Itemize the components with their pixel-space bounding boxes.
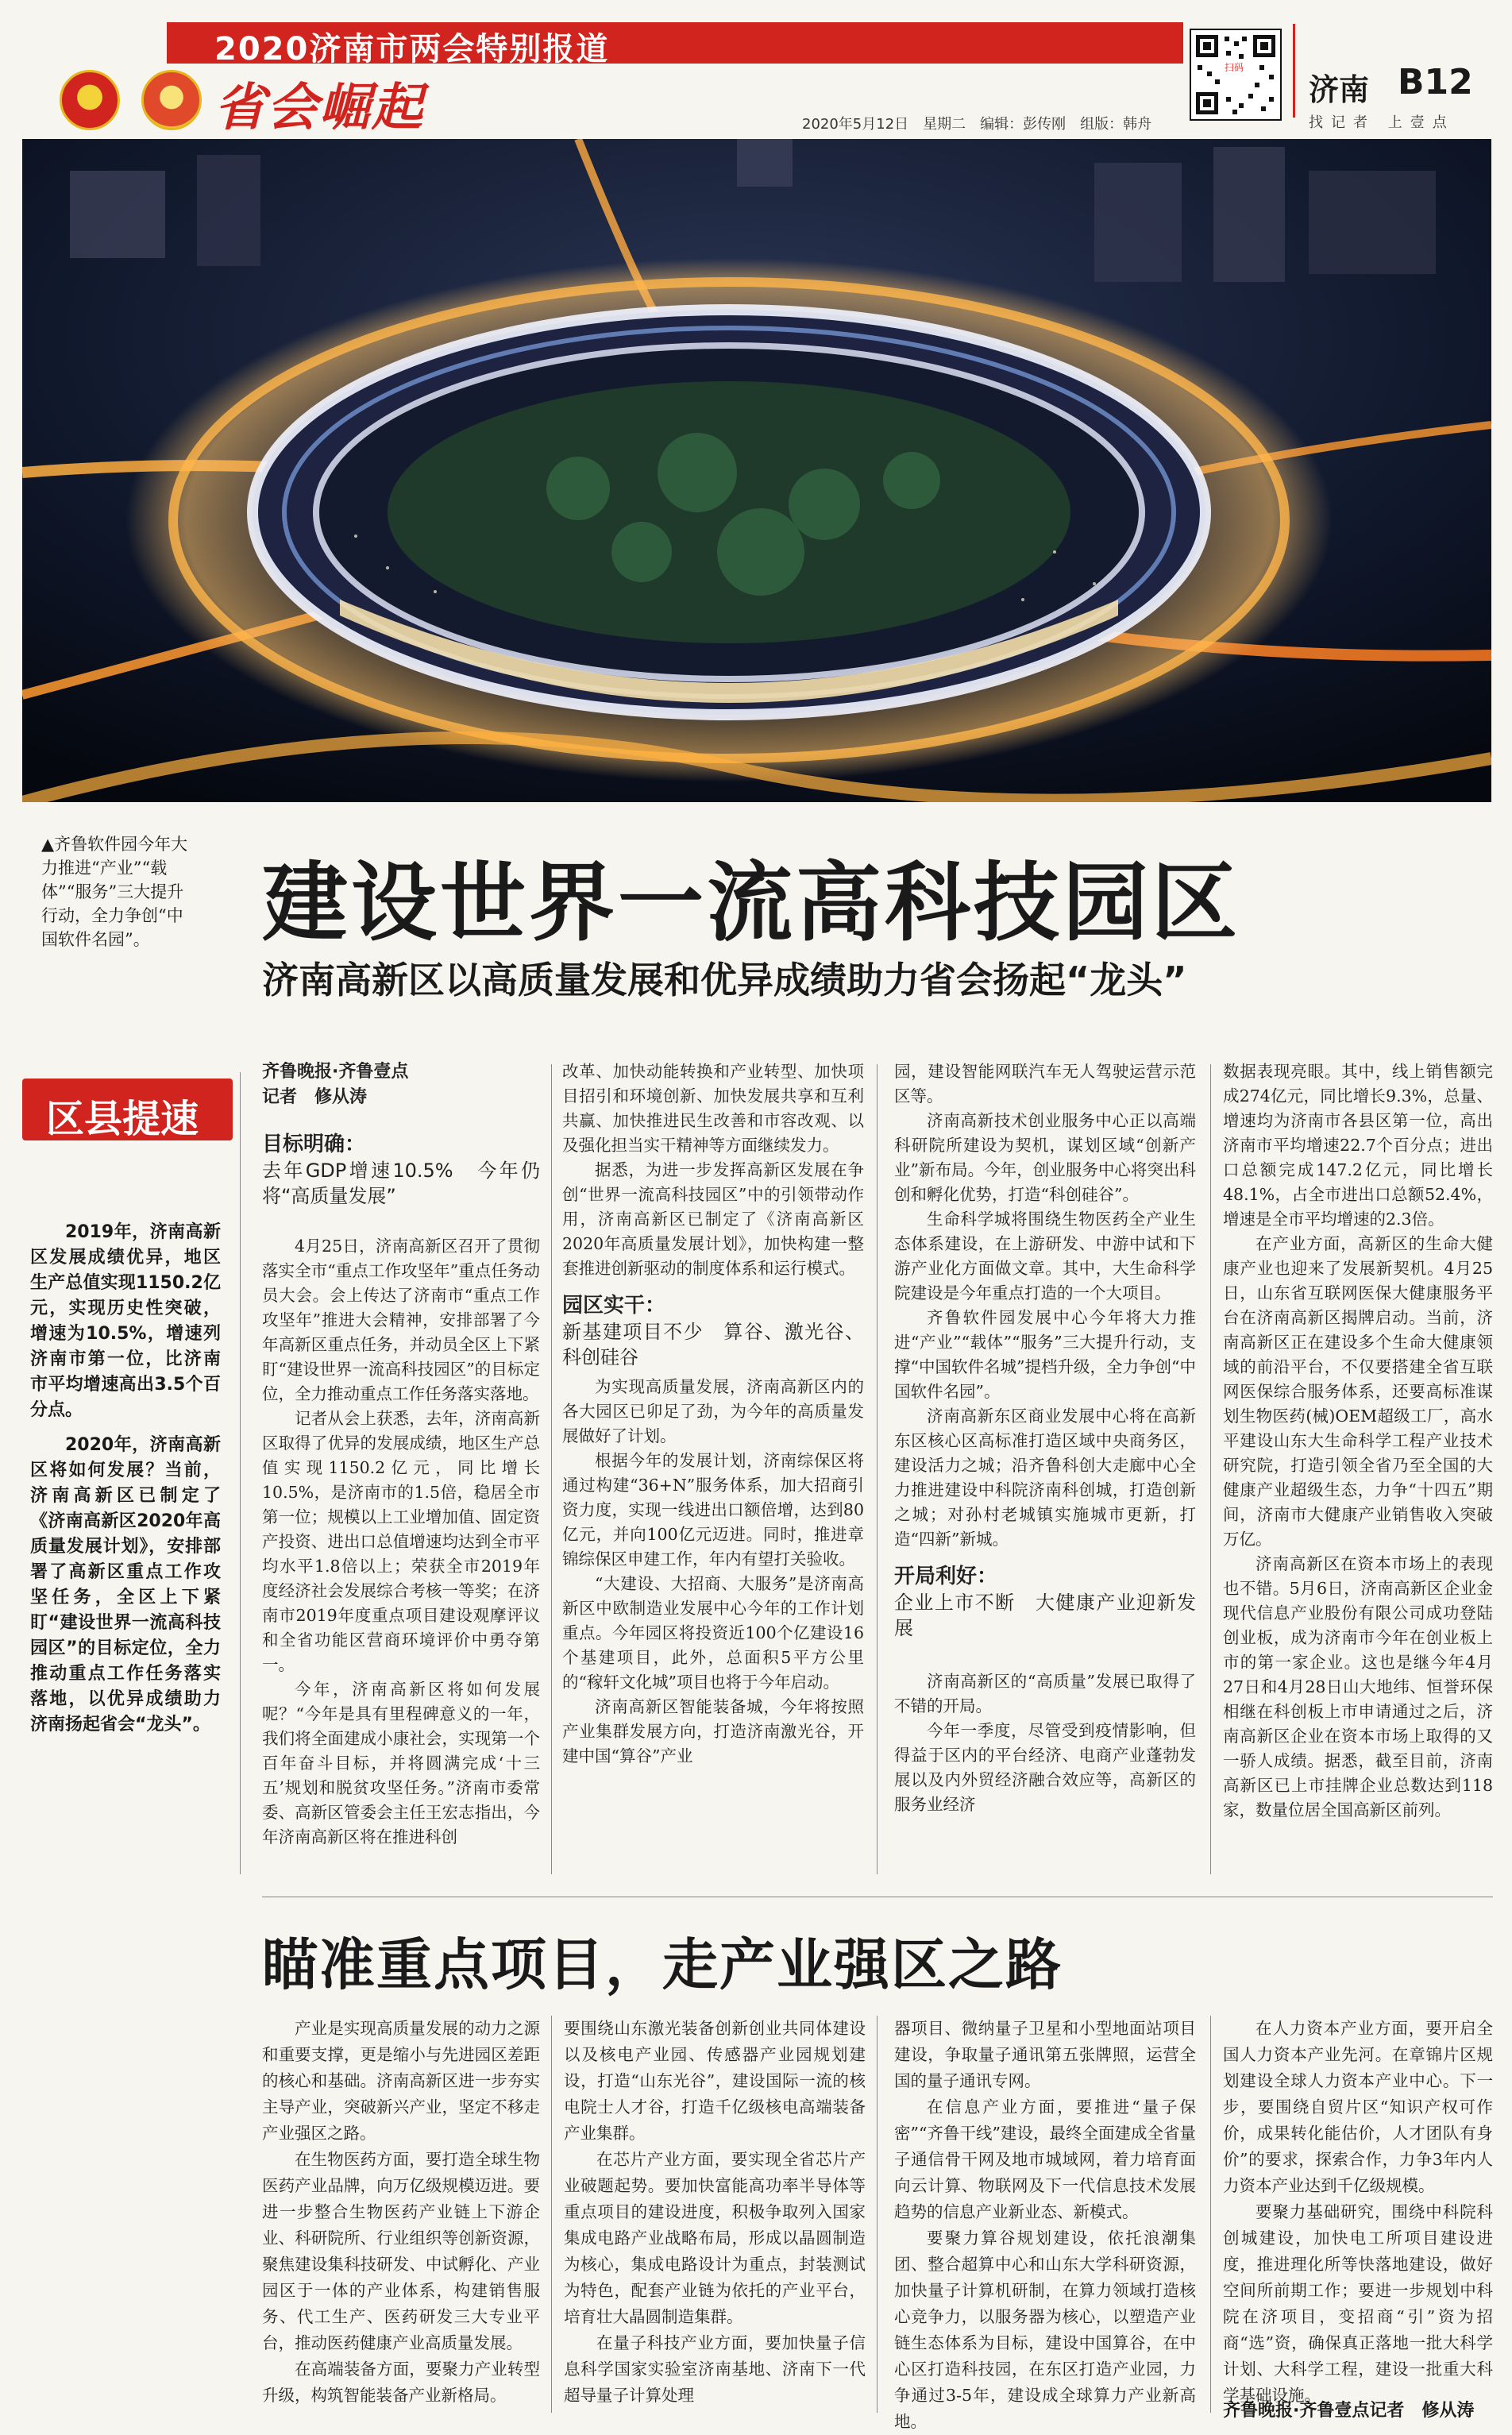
byline-source: 齐鲁晚报·齐鲁壹点 (262, 1062, 409, 1082)
body-paragraph: “大建设、大招商、大服务”是济南高新区中欧制造业发展中心今年的工作计划重点。今年园区将投资近100个亿建设16个基建项目，此外，总面积5平方公里的“稼轩文化城”项目也将于今年启动。 (562, 1574, 864, 1692)
summary-paragraph: 2020年，济南高新区将如何发展？当前，济南高新区已制定了《济南高新区2020年高质量发展计划》，安排部署了高新区重点工作攻坚任务，全区上下紧盯“建设世界一流高科技园区”的目标定位，全力推动重点工作任务落实落地，以优异成绩助力济南扬起省会“龙头”。 (30, 1435, 221, 1735)
night-aerial-photo (22, 139, 1491, 802)
section-kicker: 园区实干： (562, 1294, 666, 1318)
cppcc-emblem-icon (141, 70, 202, 130)
article-column-4 (1223, 1059, 1493, 1823)
column-divider (1210, 1064, 1211, 1874)
body-paragraph: 济南高新区在资本市场上的表现也不错。5月6日，济南高新区企业金现代信息产业股份有限公司成功登陆创业板，成为济南市今年在创业板上市的第一家企业。这也是继今年4月27日和4月28日山大地纬、恒誉环保相继在科创板上市申请通过之后，济南高新区企业在资本市场上取得的又一骄人成绩。据悉，截至目前，济南高新区已上市挂牌企业总数达到118家，数量位居全国高新区前列。 (1223, 1554, 1493, 1819)
body-paragraph: 今年，济南高新区将如何发展呢？“今年是具有里程碑意义的一年，我们将全面建成小康社会，实现第一个百年奋斗目标，并将圆满完成‘十三五’规划和脱贫攻坚任务。”济南市委常委、高新区管委会主任王宏志指出，今年济南高新区将在推进科创 (262, 1680, 540, 1847)
body-paragraph: 在芯片产业方面，要实现全省芯片产业破题起势。要加快富能高功率半导体等重点项目的建设进度，积极争取列入国家集成电路产业战略布局，形成以晶圆制造为核心，集成电路设计为重点，封装测试为特色，配套产业链为依托的产业平台，培育壮大晶圆制造集群。 (564, 2150, 866, 2326)
body-paragraph: 要围绕山东激光装备创新创业共同体建设以及核电产业园、传感器产业园规划建设，打造“山东光谷”，建设国际一流的核电院士人才谷，打造千亿级核电高端装备产业集群。 (564, 2019, 866, 2143)
column-divider (877, 2016, 878, 2413)
page-number: B12 (1398, 62, 1473, 102)
section-tag: 区县提速 (46, 1097, 199, 1141)
body-paragraph: 在高端装备方面，要聚力产业转型升级，构筑智能装备产业新格局。 (262, 2360, 540, 2405)
article2-column-2 (564, 2016, 866, 2409)
body-paragraph: 园，建设智能网联汽车无人驾驶运营示范区等。 (894, 1062, 1196, 1106)
column-divider (240, 1072, 241, 1874)
section-heading (562, 1292, 864, 1370)
body-paragraph: 据悉，为进一步发挥高新区发展在争创“世界一流高科技园区”中的引领带动作用，济南高新区已制定了《济南高新区2020年高质量发展计划》，加快构建一整套推进创新驱动的制度体系和运行模式。 (562, 1160, 864, 1278)
body-paragraph: 在人力资本产业方面，要开启全国人力资本产业先河。在章锦片区规划建设全球人力资本产业中心。下一步，要围绕自贸片区“知识产权可作价，成果转化能估价，人才团队有身价”的要求，探索合作，力争3年内人力资本产业达到千亿级规模。 (1223, 2019, 1493, 2195)
body-paragraph: 济南高新技术创业服务中心正以高端科研院所建设为契机，谋划区域“创新产业”新布局。今年，创业服务中心将突出科创和孵化优势，打造“科创硅谷”。 (894, 1111, 1196, 1204)
main-headline: 建设世界一流高科技园区 (262, 854, 1241, 953)
article-column-1 (262, 1059, 540, 1850)
section-kicker: 目标明确： (262, 1133, 366, 1156)
body-paragraph: 记者从会上获悉，去年，济南高新区取得了优异的发展成绩，地区生产总值实现1150.2亿元，同比增长10.5%，是济南市的1.5倍，稳居全市第一位；规模以上工业增加值、固定资产投资、进出口总值增速均达到全市平均水平1.8倍以上；荣获全市2019年度经济社会发展综合考核一等奖；在济南市2019年度重点项目建设观摩评议和全省功能区营商环境评价中勇夺第一。 (262, 1409, 540, 1674)
dateline: 2020年5月12日 星期二 编辑：彭传刚 组版：韩舟 (802, 116, 1152, 133)
byline-reporter: 记者 修从涛 (262, 1087, 368, 1107)
article2-column-4 (1223, 2016, 1493, 2409)
body-paragraph: 在产业方面，高新区的生命大健康产业也迎来了发展新契机。4月25日，山东省互联网医保大健康服务平台在济南高新区揭牌启动。当前，济南高新区正在建设多个生命大健康领域的前沿平台，不仅要搭建全省互联网医保综合服务体系，还要高标准谋划生物医药(械)OEM超级工厂，高水平建设山东大生命科学工程产业技术研究院，打造引领全省乃至全国的大健康产业超级生态，力争“十四五”期间，济南市大健康产业销售收入突破万亿。 (1223, 1234, 1493, 1549)
column-divider (1210, 2016, 1211, 2413)
body-paragraph: 济南高新区的“高质量”发展已取得了不错的开局。 (894, 1672, 1196, 1715)
section-title: 省会崛起 (214, 79, 424, 137)
body-paragraph: 在量子科技产业方面，要加快量子信息科学国家实验室济南基地、济南下一代超导量子计算处理 (564, 2333, 866, 2405)
masthead-slogan: 找记者 上壹点 (1309, 114, 1455, 131)
body-paragraph: 数据表现亮眼。其中，线上销售额完成274亿元，同比增长9.3%，总量、增速均为济南市各县区第一位，高出济南市平均增速22.7个百分点；进出口总额完成147.2亿元，同比增长48.1%，占全市进出口总额52.4%，增速是全市平均增速的2.3倍。 (1223, 1062, 1493, 1229)
qr-code-icon[interactable] (1190, 29, 1282, 121)
body-paragraph: 产业是实现高质量发展的动力之源和重要支撑，更是缩小与先进园区差距的核心和基础。济南高新区进一步夯实主导产业，突破新兴产业，坚定不移走产业强区之路。 (262, 2019, 540, 2143)
qr-label: 扫码 (1217, 60, 1252, 74)
city-label: 济南 (1309, 72, 1370, 107)
body-paragraph: 济南高新东区商业发展中心将在高新东区核心区高标准打造区域中央商务区，建设活力之城；沿齐鲁科创大走廊中心全力推进建设中科院济南科创城，打造创新之城；对孙村老城镇实施城市更新，打造“四新”新城。 (894, 1407, 1196, 1549)
body-paragraph: 根据今年的发展计划，济南综保区将通过构建“36+N”服务体系，加大招商引资力度，实现一线进出口额倍增，达到80亿元，并向100亿元迈进。同时，推进章锦综保区申建工作，年内有望打关验收。 (562, 1451, 864, 1569)
article-column-2 (562, 1059, 864, 1769)
sub-headline: 济南高新区以高质量发展和优异成绩助力省会扬起“龙头” (262, 959, 1187, 1001)
second-headline: 瞄准重点项目，走产业强区之路 (262, 1932, 1063, 1997)
footer-byline: 齐鲁晚报·齐鲁壹点记者 修从涛 (1223, 2401, 1475, 2421)
body-paragraph: 今年一季度，尽管受到疫情影响，但得益于区内的平台经济、电商产业蓬勃发展以及内外贸经济融合效应等，高新区的服务业经济 (894, 1721, 1196, 1814)
section-title: 去年GDP增速10.5% 今年仍将“高质量发展” (262, 1160, 540, 1207)
body-paragraph: 济南高新区智能装备城，今年将按照产业集群发展方向，打造济南激光谷，开建中国“算谷”产业 (562, 1697, 864, 1765)
body-paragraph: 在信息产业方面，要推进“量子保密”“齐鲁干线”建设，最终全面建成全省量子通信骨干网及地市城域网，着力培育面向云计算、物联网及下一代信息技术发展趋势的信息产业新业态、新模式。 (894, 2097, 1196, 2221)
section-kicker: 开局利好： (894, 1565, 998, 1588)
summary-paragraph: 2019年，济南高新区发展成绩优异，地区生产总值实现1150.2亿元，实现历史性突破，增速为10.5%，增速列济南市第一位，比济南市平均增速高出3.5个百分点。 (30, 1222, 221, 1420)
column-divider (551, 1064, 552, 1874)
summary-column (30, 1220, 221, 1747)
section-title: 新基建项目不少 算谷、激光谷、科创硅谷 (562, 1321, 864, 1368)
body-paragraph: 改革、加快动能转换和产业转型、加快项目招引和环境创新、加快发展共享和互利共赢、加快推进民生改善和市容改观、以及强化担当实干精神等方面继续发力。 (562, 1062, 864, 1155)
column-divider (877, 1064, 878, 1874)
body-paragraph: 要聚力基础研究，围绕中科院科创城建设，加快电工所项目建设进度，推进理化所等快落地建设，做好空间所前期工作；要进一步规划中科院在济项目，变招商“引”资为招商“选”资，确保真正落地一批大科学计划、大科学工程，建设一批重大科学基础设施。 (1223, 2202, 1493, 2405)
special-report-title: 2020济南市两会特别报道 (214, 31, 610, 68)
body-paragraph: 齐鲁软件园发展中心今年将大力推进“产业”“载体”“服务”三大提升行动，支撑“中国软件名城”提档升级，全力争创“中国软件名园”。 (894, 1308, 1196, 1401)
article2-column-1 (262, 2016, 540, 2409)
body-paragraph: 要聚力算谷规划建设，依托浪潮集团、整合超算中心和山东大学科研资源，加快量子计算机研制，在算力领域打造核心竞争力，以服务器为核心，以塑造产业链生态体系为目标，建设中国算谷，在中心区打造科技园，在东区打造产业园，力争通过3-5年，建设成全球算力产业新高地。 (894, 2229, 1196, 2431)
article2-column-3 (894, 2016, 1196, 2435)
photo-caption: ▲齐鲁软件园今年大力推进“产业”“载体”“服务”三大提升行动，全力争创“中国软件名园”。 (41, 835, 188, 949)
national-emblem-icon (60, 70, 120, 130)
section-title: 企业上市不断 大健康产业迎新发展 (894, 1592, 1196, 1639)
body-paragraph: 为实现高质量发展，济南高新区内的各大园区已卯足了劲，为今年的高质量发展做好了计划。 (562, 1377, 864, 1445)
section-heading (262, 1131, 540, 1209)
masthead (0, 0, 1512, 135)
body-paragraph: 在生物医药方面，要打造全球生物医药产业品牌，向万亿级规模迈进。要进一步整合生物医药产业链上下游企业、科研院所、行业组织等创新资源，聚焦建设集科技研发、中试孵化、产业园区于一体的产业体系，构建销售服务、代工生产、医药研发三大专业平台，推动医药健康产业高质量发展。 (262, 2150, 540, 2352)
column-divider (551, 2016, 552, 2413)
body-paragraph: 4月25日，济南高新区召开了贯彻落实全市“重点工作攻坚年”重点任务动员大会。会上传达了济南市“重点工作攻坚年”推进大会精神，安排部署了今年高新区重点任务，并动员全区上下紧盯“建设世界一流高科技园区”的目标定位，全力推动重点工作任务落实落地。 (262, 1237, 540, 1403)
section-heading (894, 1563, 1196, 1641)
masthead-divider (1293, 24, 1295, 118)
body-paragraph: 生命科学城将围绕生物医药全产业生态体系建设，在上游研发、中游中试和下游产业化方面做文章。其中，大生命科学院建设是今年重点打造的一个大项目。 (894, 1210, 1196, 1302)
article-column-3 (894, 1059, 1196, 1817)
body-paragraph: 器项目、微纳量子卫星和小型地面站项目建设，争取量子通讯第五张牌照，运营全国的量子通讯专网。 (894, 2019, 1196, 2090)
